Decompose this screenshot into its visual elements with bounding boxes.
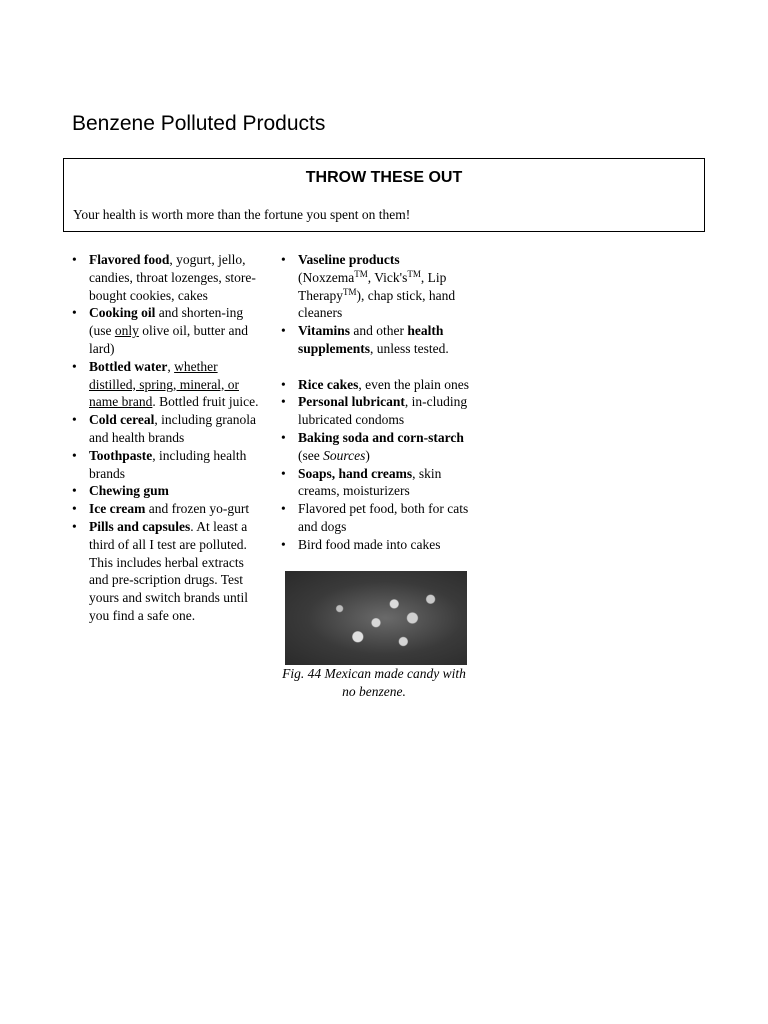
item-text: olive oil, butter and lard) [89,323,248,356]
list-item [279,465,474,501]
item-bold: Ice cream [89,501,146,517]
item-bold: Bottled water [89,358,168,374]
list-item [70,251,260,304]
list-item [70,304,260,357]
left-column [70,251,260,625]
item-text: , including health brands [89,447,247,481]
item-italic: Sources [323,447,366,463]
right-column [279,251,474,554]
trademark: TM [342,286,357,297]
list-item [70,358,260,411]
item-text: and frozen yo-gurt [145,501,250,517]
list-item [279,500,474,536]
item-text: Bird food made into cakes [298,536,441,552]
item-text: ), chap stick, hand cleaners [298,287,456,321]
item-bold: Baking soda and corn-starch [298,429,464,445]
item-text: (Noxzema [298,269,355,285]
list-item [70,447,260,483]
item-text: , skin creams, moisturizers [298,465,442,499]
warning-box [63,158,705,232]
item-bold: Rice cakes [298,376,359,392]
item-text: Flavored pet food, both for cats and dogs [298,501,469,534]
list-item [279,376,474,394]
item-text: , even the plain ones [358,376,469,392]
item-bold: Flavored food [89,252,170,267]
item-text: , Vick's [367,269,408,285]
item-text: . Bottled fruit juice. [152,394,259,410]
item-bold: Personal lubricant [298,394,405,410]
trademark: TM [407,268,421,279]
product-list-right [279,251,474,554]
item-text: ) [365,447,370,463]
warning-subtext: Your health is worth more than the fortune you spent on them! [73,207,411,222]
candy-photo [285,571,467,665]
figure-caption: Fig. 44 Mexican made candy with no benzene. [282,666,466,699]
list-item [279,429,474,465]
item-bold: health supplements [298,323,444,356]
trademark: TM [354,268,368,279]
item-bold: Pills and capsules [89,518,191,534]
item-text: , [167,358,175,374]
item-bold: Vitamins [298,323,351,339]
item-underline: only [114,323,139,339]
list-item [70,518,260,625]
product-list-left [70,251,260,625]
page-title: Benzene Polluted Products [72,112,326,135]
list-item [279,251,474,322]
item-bold: Cooking oil [89,305,156,321]
item-bold: Toothpaste [89,447,153,463]
list-item [279,393,474,429]
item-text: , yogurt, jello, candies, throat lozenges, store-bought cookies, cakes [89,252,256,303]
list-item [279,322,474,358]
item-text: and shorten-ing (use [89,305,244,339]
item-text: , including granola and health brands [89,412,256,445]
list-item [70,500,260,518]
item-text: , Lip Therapy [298,269,447,303]
list-item [70,482,260,500]
item-text: . At least a third of all I test are polluted. This includes herbal extracts and pre-scription drugs. Test yours and switch brands until you find a safe one. [89,518,248,623]
item-bold: Chewing gum [89,483,169,499]
warning-heading: THROW THESE OUT [305,169,463,186]
item-text: and other [350,323,408,339]
item-text: , in-cluding lubricated condoms [298,394,468,428]
item-underline: whether distilled, spring, mineral, or name brand [89,358,239,410]
item-bold: Vaseline products [298,252,400,267]
item-bold: Cold cereal [89,412,155,428]
item-bold: Soaps, hand creams [298,465,413,481]
list-item [279,536,474,554]
item-text: (see [298,447,324,463]
list-item [70,411,260,447]
item-text: , unless tested. [370,340,449,356]
